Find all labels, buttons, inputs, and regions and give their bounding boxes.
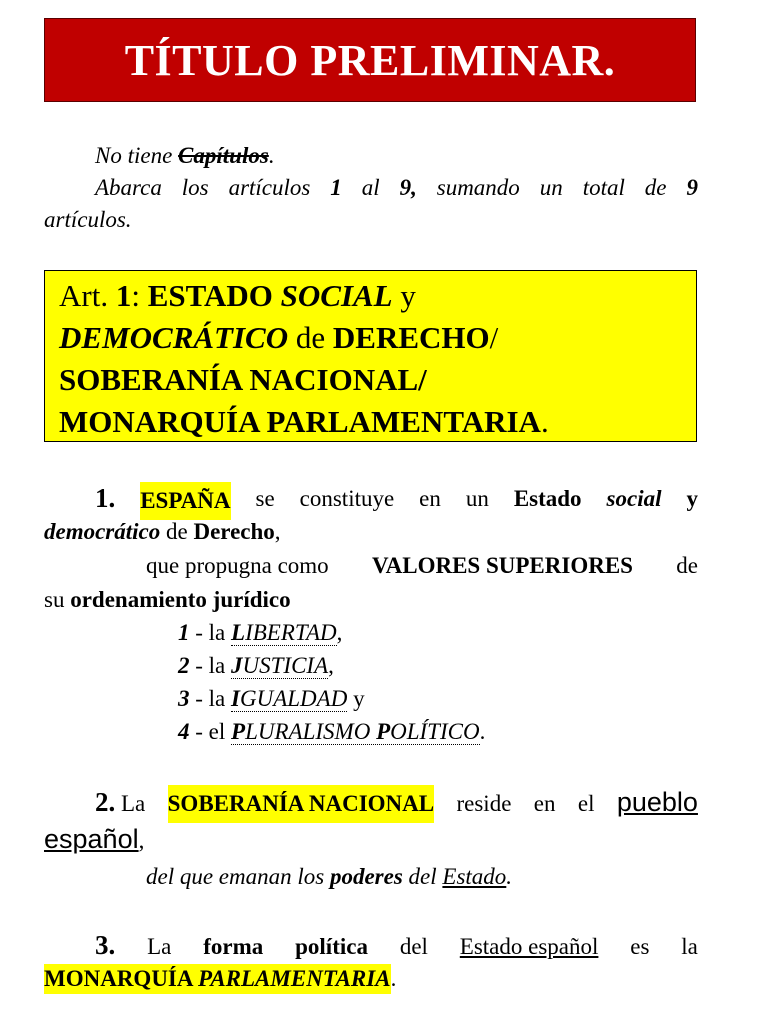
art-number: 1	[115, 278, 132, 313]
word: del que emanan los	[146, 864, 325, 889]
value-sep: - la	[189, 686, 232, 711]
word: artículos.	[44, 207, 132, 232]
word: Abarca	[95, 175, 162, 200]
word: Estado	[513, 486, 582, 511]
estado-espanol: Estado español	[459, 934, 599, 959]
word: sumando	[436, 175, 520, 200]
p2-line-3	[146, 860, 512, 893]
value-number: 4	[178, 719, 190, 744]
word: del	[408, 864, 437, 889]
monarquia-word: MONARQUÍA	[44, 966, 193, 991]
word: La	[121, 791, 146, 816]
value-number: 3	[178, 686, 190, 711]
value-initial: P	[231, 719, 246, 744]
derecho-word: DERECHO	[332, 320, 490, 355]
soberania-word: SOBERANÍA NACIONAL/	[59, 362, 427, 397]
word: un	[539, 175, 563, 200]
p3-line-1	[95, 929, 698, 963]
espana-highlight: ESPAÑA	[140, 482, 230, 520]
word: Derecho	[193, 519, 275, 544]
intro-line-3	[44, 204, 132, 236]
parlamentaria-word: PARLAMENTARIA	[197, 966, 391, 991]
value-item-3	[178, 682, 365, 715]
article-heading-line-2	[59, 317, 696, 359]
word: social	[606, 486, 662, 511]
article-start-number: 1	[330, 175, 342, 200]
word: el	[577, 791, 595, 816]
estado-word: Estado	[442, 864, 507, 889]
paragraph-number-3: 3.	[95, 930, 116, 960]
estado-word: ESTADO	[147, 278, 273, 313]
word: política	[295, 934, 368, 959]
word: ,	[274, 519, 281, 544]
word: un	[465, 486, 489, 511]
intro-dot: .	[268, 143, 275, 168]
value-sep: - la	[189, 620, 232, 645]
value-word	[231, 620, 337, 646]
word: constituye	[299, 486, 395, 511]
word: de	[676, 553, 698, 578]
slash: /	[489, 320, 499, 355]
intro-line-2	[95, 172, 698, 204]
word: total	[582, 175, 625, 200]
article-heading-line-4	[59, 401, 696, 443]
value-rest-2: OLÍTICO	[390, 719, 480, 744]
word: ,	[138, 828, 145, 853]
value-sep: - el	[189, 719, 232, 744]
word: democrático	[44, 519, 161, 544]
word: en	[419, 486, 441, 511]
value-rest: USTICIA	[242, 653, 329, 678]
espanol-word: español	[44, 824, 139, 854]
value-rest: GUALDAD	[239, 686, 348, 711]
de-word: de	[295, 320, 326, 355]
value-tail: ,	[336, 620, 343, 645]
word: reside	[456, 791, 512, 816]
value-word	[231, 653, 328, 679]
word: de	[644, 175, 667, 200]
paragraph-number-1: 1.	[95, 483, 116, 513]
soberania-highlight: SOBERANÍA NACIONAL	[168, 785, 434, 823]
valores-superiores: VALORES SUPERIORES	[372, 553, 633, 578]
word: del	[399, 934, 428, 959]
intro-line-1	[95, 140, 275, 172]
poderes-word: poderes	[329, 864, 403, 889]
value-item-2	[178, 649, 334, 682]
value-tail: .	[479, 719, 486, 744]
word: artículos	[228, 175, 311, 200]
p2-line-2	[44, 823, 144, 857]
word: de	[166, 519, 188, 544]
value-rest: IBERTAD	[245, 620, 337, 645]
capitulos-strike: Capítulos	[178, 143, 269, 168]
value-word	[231, 686, 347, 712]
p3-line-2	[44, 962, 396, 995]
y-word: y	[400, 278, 416, 313]
ordenamiento-juridico: ordenamiento jurídico	[70, 587, 291, 612]
word: que propugna como	[146, 553, 329, 578]
value-initial: I	[231, 686, 240, 711]
p1-line-3	[146, 549, 698, 582]
value-tail: y	[347, 686, 365, 711]
value-initial-2: P	[376, 719, 391, 744]
value-initial: L	[231, 620, 246, 645]
word: al	[361, 175, 380, 200]
article-end-number: 9,	[399, 175, 417, 200]
article-heading-line-1	[59, 275, 696, 317]
democratico-word: DEMOCRÁTICO	[59, 320, 289, 355]
value-word	[231, 719, 480, 745]
final-dot: .	[540, 404, 549, 439]
title-banner	[44, 18, 696, 102]
word: forma	[203, 934, 264, 959]
value-rest: LURALISMO	[245, 719, 377, 744]
word: La	[147, 934, 172, 959]
value-item-1	[178, 616, 342, 649]
art-label: Art.	[59, 278, 109, 313]
article-heading-line-3	[59, 359, 696, 401]
word: en	[533, 791, 556, 816]
p2-line-1	[95, 785, 698, 823]
art-colon: :	[131, 278, 140, 313]
paragraph-number-2: 2.	[95, 787, 116, 817]
pueblo-link: pueblo	[616, 787, 698, 817]
p1-line-4	[44, 583, 291, 616]
value-number: 1	[178, 620, 190, 645]
page-title: TÍTULO PRELIMINAR.	[124, 35, 616, 85]
monarquia-word: MONARQUÍA PARLAMENTARIA	[59, 404, 541, 439]
word: .	[390, 966, 397, 991]
word: es	[630, 934, 650, 959]
word: se	[255, 486, 275, 511]
article-heading-box	[44, 270, 697, 442]
monarquia-highlight	[44, 964, 391, 994]
no-tiene-text: No tiene	[95, 143, 173, 168]
p1-line-2	[44, 515, 281, 548]
word: la	[681, 934, 698, 959]
value-item-4	[178, 715, 485, 748]
value-tail: ,	[328, 653, 334, 678]
word: su	[44, 587, 65, 612]
word: y	[686, 486, 698, 511]
article-total-number: 9	[686, 175, 698, 200]
word: .	[506, 864, 513, 889]
value-number: 2	[178, 653, 190, 678]
word: los	[181, 175, 209, 200]
social-word: SOCIAL	[280, 278, 393, 313]
value-sep: - la	[189, 653, 232, 678]
value-initial: J	[231, 653, 243, 678]
